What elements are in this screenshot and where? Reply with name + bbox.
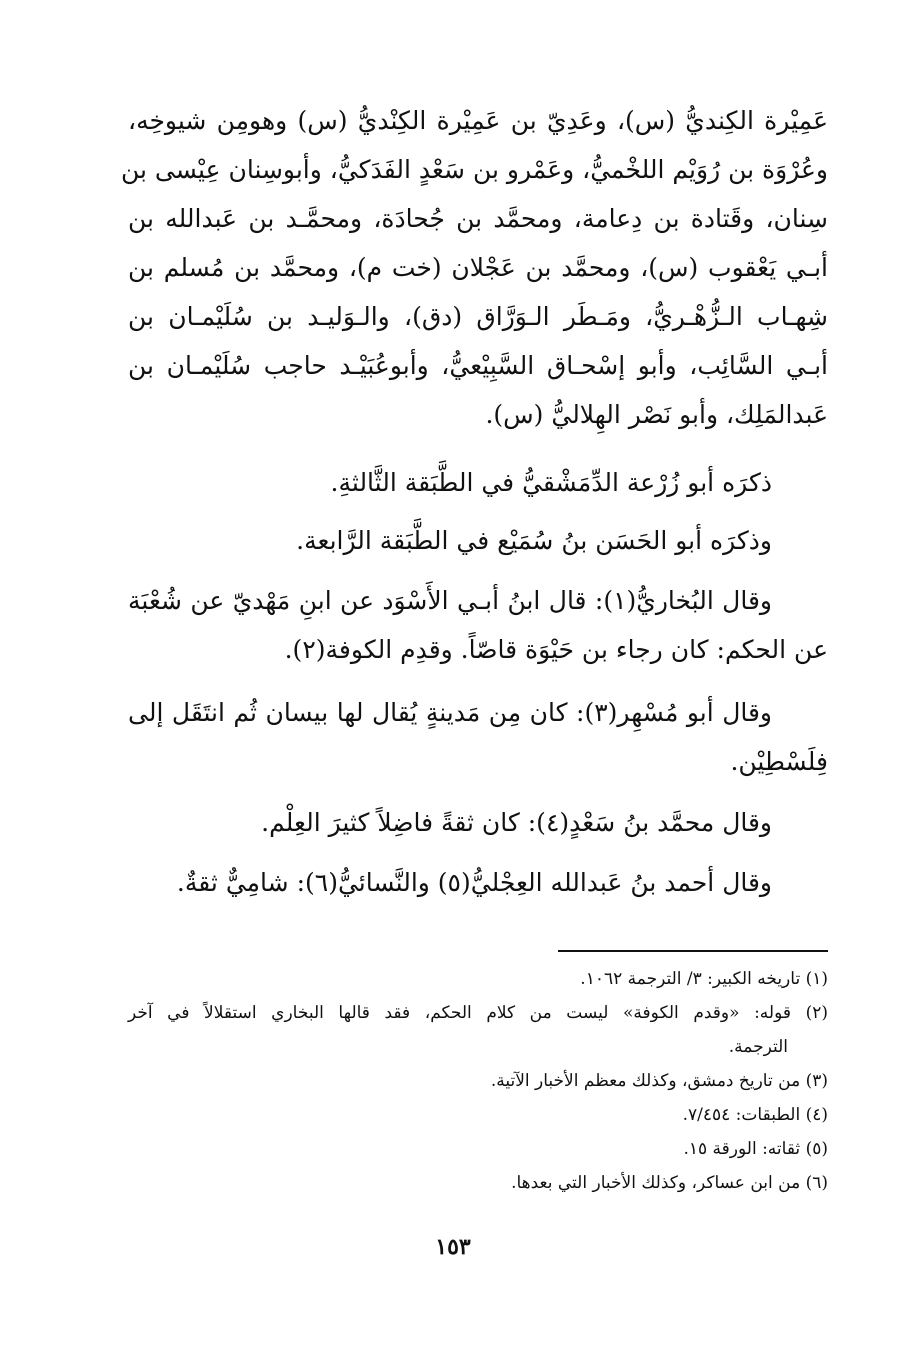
footnote-continuation: الترجمة. — [728, 1037, 788, 1057]
page-number: ١٥٣ — [435, 1234, 471, 1260]
text-line: وعُرْوَة بن رُوَيْم اللخْميُّ، وعَمْرو بن سَعْدٍ الفَدَكيُّ، وأبوسِنان عِيْسى بن — [120, 155, 828, 184]
footnote-separator — [558, 950, 828, 952]
text-line: سِنان، وقَتادة بن دِعامة، ومحمَّد بن جُحادَة، ومحمَّـد بن عَبدالله بن — [128, 204, 828, 233]
footnotes — [128, 962, 828, 1200]
paragraph-bukhari — [128, 576, 828, 674]
footnote: (٦) من ابن عساكر، وكذلك الأخبار التي بعدها. — [511, 1173, 828, 1193]
text-line: عَبدالمَلِك، وأبو نَصْر الهِلاليُّ (س). — [485, 400, 828, 429]
text-line: وذكرَه أبو الحَسَن بنُ سُمَيْع في الطَّبَقة الرَّابعة. — [296, 526, 772, 555]
footnote: (٣) من تاريخ دمشق، وكذلك معظم الأخبار الآتية. — [490, 1071, 828, 1091]
paragraph-ijli-nasai — [128, 858, 828, 907]
text-line: فِلَسْطِيْن. — [730, 747, 828, 776]
text-line: عَمِيْرة الكِنديُّ (س)، وعَدِيّ بن عَمِيْرة الكِنْديُّ (س) وهومِن شيوخِه، — [128, 106, 828, 135]
footnote: (٢) قوله: «وقدم الكوفة» ليست من كلام الحكم، فقد قالها البخاري استقلالاً في آخر — [128, 1003, 828, 1023]
text-line: وقال محمَّد بنُ سَعْدٍ(٤): كان ثقةً فاضِلاً كثيرَ العِلْم. — [261, 808, 772, 837]
text-line: أبـي السَّائِب، وأبو إسْحـاق السَّبِيْعيُّ، وأبوعُبَيْـد حاجب سُلَيْمـان بن — [128, 351, 828, 380]
paragraph-ibn-saad — [128, 798, 828, 847]
text-line: أبـي يَعْقوب (س)، ومحمَّد بن عَجْلان (خت م)، ومحمَّد بن مُسلم بن — [128, 253, 828, 282]
text-line: عن الحكم: كان رجاء بن حَيْوَة قاصّاً. وقدِم الكوفة(٢). — [284, 635, 828, 664]
text-line: وقال أبو مُسْهِر(٣): كان مِن مَدينةٍ يُقال لها بيسان ثُم انتَقَل إلى — [128, 698, 772, 727]
paragraph-ibn-sumay — [128, 516, 828, 565]
paragraph-abu-zura — [128, 458, 828, 507]
text-line: شِهـاب الـزُّهْـريُّ، ومَـطَر الـوَرَّاق (دق)، والـوَليـد بن سُلَيْمـان بن — [128, 302, 828, 331]
text-line: وقال أحمد بنُ عَبدالله العِجْليُّ(٥) والنَّسائيُّ(٦): شامِيٌّ ثقةٌ. — [176, 868, 772, 897]
footnote: (١) تاريخه الكبير: ٣/ الترجمة ١٠٦٢. — [580, 969, 828, 989]
paragraph-abu-mushir — [128, 688, 828, 786]
text-line: وقال البُخاريُّ(١): قال ابنُ أبـي الأَسْوَد عن ابنِ مَهْديّ عن شُعْبَة — [128, 586, 772, 615]
narrator-list — [120, 96, 828, 439]
footnote: (٥) ثقاته: الورقة ١٥. — [683, 1139, 828, 1159]
text-line: ذكرَه أبو زُرْعة الدِّمَشْقيُّ في الطَّبَقة الثَّالثةِ. — [330, 468, 772, 497]
footnote: (٤) الطبقات: ٧/٤٥٤. — [682, 1105, 828, 1125]
